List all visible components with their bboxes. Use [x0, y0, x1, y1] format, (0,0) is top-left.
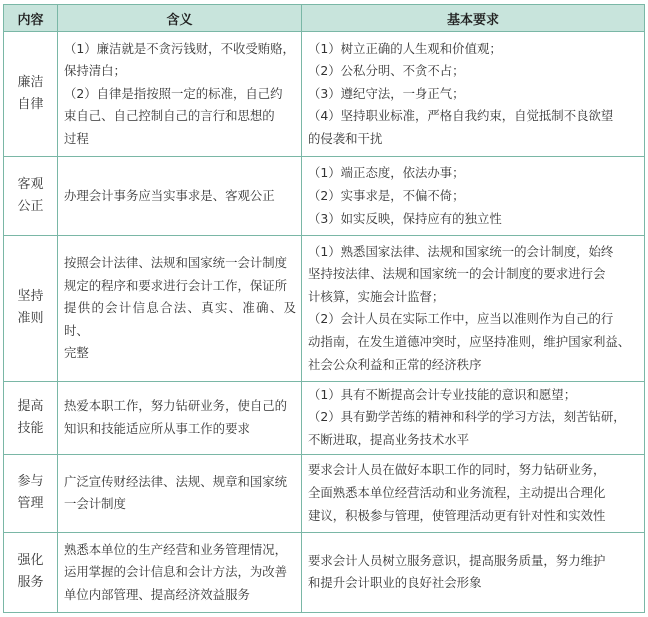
meaning-line: （1）廉洁就是不贪污钱财，不收受贿赂，: [64, 40, 295, 56]
header-row: [4, 5, 645, 32]
requirement-line: 要求会计人员树立服务意识，提高服务质量，努力维护: [308, 552, 606, 568]
requirement-line: （4）坚持职业标准，严格自我约束，自觉抵制不良欲望: [308, 108, 614, 124]
table-row: [4, 236, 645, 381]
meaning-cell: [58, 532, 302, 612]
table-row: [4, 532, 645, 612]
requirement-line: 要求会计人员在做好本职工作的同时，努力钻研业务，: [308, 462, 606, 478]
category-text: 客观: [17, 177, 44, 193]
requirement-line: （2）会计人员在实际工作中，应当以准则作为自己的行: [308, 311, 614, 327]
table-row: [4, 157, 645, 236]
header-content: 内容: [4, 5, 58, 32]
requirements-cell: [302, 32, 645, 157]
meaning-line: 按照会计法律、法规和国家统一会计制度: [64, 254, 288, 270]
requirements-cell: [302, 157, 645, 236]
requirement-line: （1）端正态度，依法办事；: [308, 165, 465, 181]
requirement-line: （3）如实反映，保持应有的独立性: [308, 210, 502, 226]
meaning-line: 规定的程序和要求进行会计工作，保证所: [64, 277, 288, 293]
requirement-line: （1）树立正确的人生观和价值观；: [308, 40, 502, 56]
meaning-line: 熟悉本单位的生产经营和业务管理情况，: [64, 541, 288, 557]
category-text: 准则: [17, 311, 44, 327]
requirement-line: （1）熟悉国家法律、法规和国家统一的会计制度，始终: [308, 243, 614, 259]
meaning-line: 热爱本职工作，努力钻研业务，使自己的: [64, 398, 288, 414]
table-row: [4, 381, 645, 454]
category-text: 强化: [17, 553, 44, 569]
meaning-line: （2）自律是指按照一定的标准，自己约: [64, 85, 283, 101]
requirement-line: （1）具有不断提高会计专业技能的意识和愿望；: [308, 386, 577, 402]
meaning-line: 一会计制度: [64, 496, 126, 512]
meaning-cell: [58, 454, 302, 532]
meaning-line: 知识和技能适应所从事工作的要求: [64, 420, 250, 436]
requirement-line: （2）公私分明、不贪不占；: [308, 63, 465, 79]
requirements-cell: [302, 532, 645, 612]
category-cell: [4, 32, 58, 157]
meaning-line: 完整: [64, 345, 89, 361]
meaning-cell: [58, 32, 302, 157]
ethics-table: [3, 4, 645, 613]
requirements-cell: [302, 236, 645, 381]
meaning-line: 办理会计事务应当实事求是、客观公正: [64, 187, 275, 203]
category-cell: [4, 454, 58, 532]
requirements-cell: [302, 381, 645, 454]
meaning-cell: [58, 236, 302, 381]
meaning-line: 保持清白；: [64, 63, 126, 79]
meaning-line: 束自己、自己控制自己的言行和思想的: [64, 108, 275, 124]
requirement-line: 和提升会计职业的良好社会形象: [308, 575, 482, 591]
category-cell: [4, 381, 58, 454]
header-requirements: 基本要求: [302, 5, 645, 32]
category-text: 公正: [17, 199, 44, 215]
requirement-line: （3）遵纪守法，一身正气；: [308, 85, 465, 101]
requirement-line: 的侵袭和干扰: [308, 130, 383, 146]
requirement-line: 社会公众利益和正常的经济秩序: [308, 356, 482, 372]
requirement-line: （2）实事求是，不偏不倚；: [308, 187, 465, 203]
category-cell: [4, 236, 58, 381]
meaning-line: 过程: [64, 130, 89, 146]
requirement-line: 全面熟悉本单位经营活动和业务流程，主动提出合理化: [308, 484, 606, 500]
meaning-line: 广泛宣传财经法律、法规、规章和国家统: [64, 473, 288, 489]
requirement-line: 坚持按法律、法规和国家统一的会计制度的要求进行会: [308, 266, 606, 282]
meaning-cell: [58, 157, 302, 236]
category-text: 服务: [17, 575, 44, 591]
category-text: 管理: [17, 496, 44, 512]
requirement-line: 计核算，实施会计监督；: [308, 288, 445, 304]
requirement-line: 动指南，在发生道德冲突时，应坚持准则，维护国家利益、: [308, 334, 631, 350]
header-meaning: 含义: [58, 5, 302, 32]
category-text: 廉洁: [17, 75, 44, 91]
requirement-line: （2）具有勤学苦练的精神和科学的学习方法，刻苦钻研，: [308, 409, 626, 425]
meaning-cell: [58, 381, 302, 454]
requirements-cell: [302, 454, 645, 532]
ethics-table-container: [3, 4, 644, 613]
category-cell: [4, 532, 58, 612]
category-text: 自律: [17, 97, 44, 113]
requirement-line: 不断进取，提高业务技术水平: [308, 431, 470, 447]
meaning-line: 运用掌握的会计信息和会计方法，为改善: [64, 564, 288, 580]
category-text: 技能: [17, 420, 44, 436]
requirement-line: 建议，积极参与管理，使管理活动更有针对性和实效性: [308, 507, 606, 523]
table-row: [4, 32, 645, 157]
category-text: 参与: [17, 474, 44, 490]
category-text: 提高: [17, 398, 44, 414]
meaning-line: 提供的会计信息合法、真实、准确、及时、: [64, 300, 296, 338]
meaning-line: 单位内部管理、提高经济效益服务: [64, 586, 250, 602]
category-text: 坚持: [17, 289, 44, 305]
table-row: [4, 454, 645, 532]
category-cell: [4, 157, 58, 236]
